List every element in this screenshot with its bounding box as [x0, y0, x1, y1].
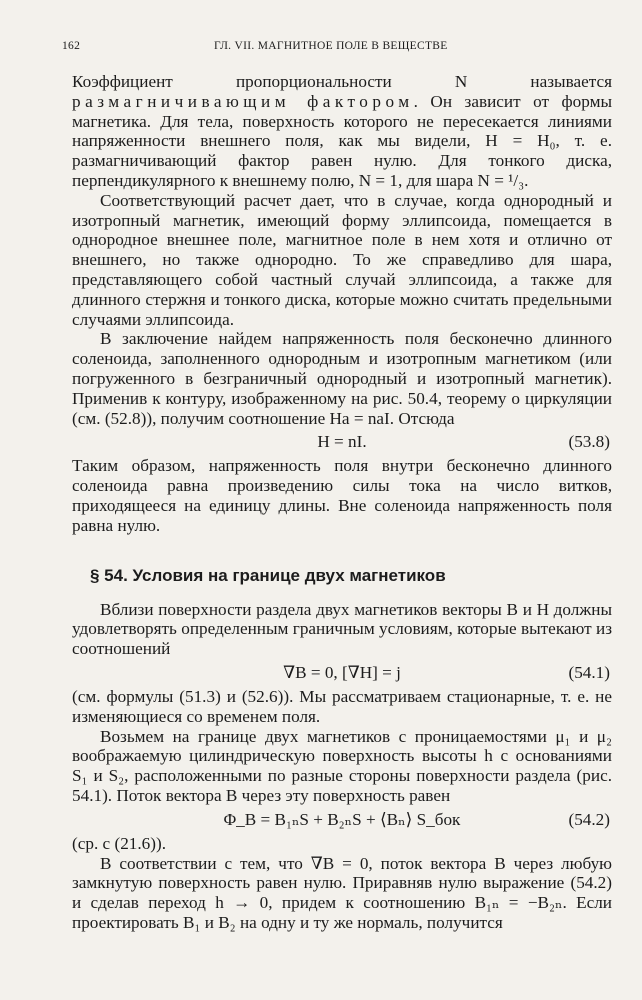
paragraph-demagnetizing-factor: [72, 72, 612, 191]
paragraph-compare-reference: (ср. с (21.6)).: [72, 833, 167, 853]
paragraph-boundary-conditions: Вблизи поверхности раздела двух магнетиков векторы B и H должны удовлетворять определенным граничным условиям, которые вытекают из соотношений: [72, 599, 612, 659]
equation-53-8: [72, 430, 612, 454]
paragraph-text-start: Коэффициент пропорциональности N называется: [72, 72, 612, 91]
equation-formula: ∇B = 0, [∇H] = j: [283, 662, 401, 682]
equation-formula: H = nI.: [317, 432, 367, 452]
equation-54-2: [72, 808, 612, 832]
paragraph-ellipsoid: Соответствующий расчет дает, что в случае, когда однородный и изотропный магнетик, имеющий форму эллипсоида, помещается в однородное внешнее поле, магнитное поле в нем хотя и отлично от внешнего, но также однородно. То же справедливо для шара, представляющего собой частный случай эллипсоида, а также для длинного стержня и тонкого диска, которые можно считать предельными случаями эллипсоида.: [72, 190, 612, 329]
section-title: § 54. Условия на границе двух магнетиков: [90, 565, 446, 585]
equation-formula: Φ_B = B₁ₙS + B₂ₙS + ⟨Bₙ⟩ S_бок: [223, 809, 461, 829]
page-number: 162: [62, 40, 81, 52]
equation-number: (53.8): [568, 432, 610, 452]
paragraph-cylinder-surface: Возьмем на границе двух магнетиков с проницаемостями μ₁ и μ₂ воображаемую цилиндрическую поверхность высоты h с основаниями S₁ и S₂, расположенными по разные стороны поверхности раздела (рис. 54.1). Поток вектора B через эту поверхность равен: [72, 726, 612, 805]
running-header: [62, 40, 582, 56]
chapter-title: ГЛ. VII. МАГНИТНОЕ ПОЛЕ В ВЕЩЕСТВЕ: [214, 40, 448, 52]
equation-54-1: [72, 661, 612, 685]
paragraph-solenoid-conclusion: Таким образом, напряженность поля внутри бесконечно длинного соленоида равна произведению силы тока на число витков, приходящееся на единицу длины. Вне соленоида напряженность поля равна нулю.: [72, 456, 612, 535]
page-body: [72, 72, 612, 933]
paragraph-solenoid: В заключение найдем напряженность поля бесконечно длинного соленоида, заполненного однородным и изотропным магнетиком (или погруженного в безграничный однородный и изотропный магнетик). Применив к контуру, изображенному на рис. 50.4, теорему о циркуляции (см. (52.8)), получим соотношение Ha = naI. Отсюда: [72, 329, 612, 428]
emphasized-term: размагничивающим фактором: [72, 91, 414, 111]
paragraph-formula-reference: (см. формулы (51.3) и (52.6)). Мы рассматриваем стационарные, т. е. не изменяющиеся со временем поля.: [72, 686, 612, 726]
paragraph-text-end: . Он зависит от формы магнетика. Для тела, поверхность которого не пересекается линиями напряженности внешнего поля, как мы видели, H = H₀, т. е. размагничивающий фактор равен нулю. Для тонкого диска, перпендикулярного к внешнему полю, N = 1, для шара N = ¹/₃.: [72, 91, 612, 190]
equation-number: (54.1): [568, 662, 610, 682]
paragraph-flux-zero: В соответствии с тем, что ∇B = 0, поток вектора B через любую замкнутую поверхность равен нулю. Приравняв нулю выражение (54.2) и сделав переход h → 0, придем к соотношению B₁ₙ = −B₂ₙ. Если проектировать B₁ и B₂ на одну и ту же нормаль, получится: [72, 853, 612, 932]
equation-number: (54.2): [568, 809, 610, 829]
